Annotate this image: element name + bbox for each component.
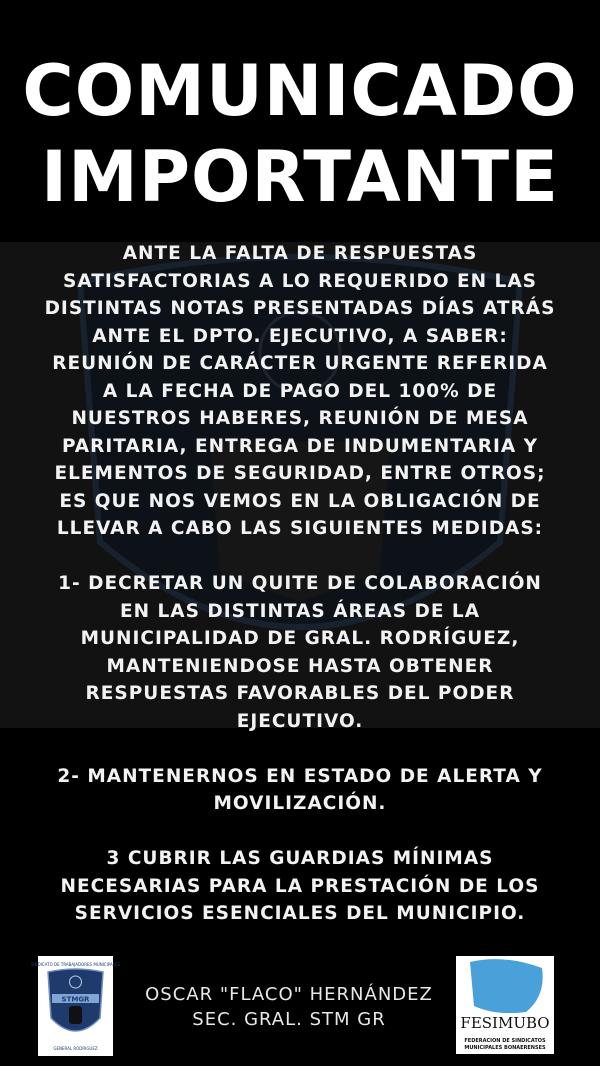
- measure-line: NECESARIAS PARA LA PRESTACIÓN DE LOS: [60, 875, 540, 897]
- signature-block: [120, 982, 458, 1032]
- measure-line: 1- DECRETAR UN QUITE DE COLABORACIÓN: [58, 573, 542, 594]
- intro-line: A LA FECHA DE PAGO DEL 100% DE: [102, 380, 498, 402]
- measure-line: MOVILIZACIÓN.: [213, 793, 387, 814]
- measure-line: 3 CUBRIR LAS GUARDIAS MÍNIMAS: [106, 848, 494, 869]
- intro-line: NUESTROS HABERES, REUNIÓN DE MESA: [71, 408, 529, 429]
- intro-line: DISTINTAS NOTAS PRESENTADAS DÍAS ATRÁS: [44, 298, 556, 319]
- intro-line: LLEVAR A CABO LAS SIGUIENTES MEDIDAS:: [56, 518, 544, 539]
- headline-line-2: IMPORTANTE: [41, 136, 559, 218]
- signature-role: SEC. GRAL. STM GR: [192, 1009, 386, 1030]
- intro-line: ANTE EL DPTO. EJECUTIVO, A SABER:: [92, 325, 508, 347]
- measure-2-paragraph: [30, 763, 570, 818]
- measure-1-paragraph: [30, 570, 570, 735]
- measure-3-paragraph: [30, 845, 570, 928]
- intro-line: ANTE LA FALTA DE RESPUESTAS: [122, 243, 478, 264]
- measure-line: EJECUTIVO.: [236, 710, 364, 732]
- stmgr-logo: [30, 956, 121, 1056]
- logo-left-emblem: STMGR: [61, 995, 90, 1004]
- measure-line: 2- MANTENERNOS EN ESTADO DE ALERTA Y: [57, 765, 543, 787]
- intro-line: SATISFACTORIAS A LO REQUERIDO EN LAS: [63, 270, 537, 292]
- intro-line: ES QUE NOS VEMOS EN LA OBLIGACIÓN DE: [59, 490, 541, 512]
- fesimubo-emblem-icon: [456, 956, 554, 1054]
- statement-body: [30, 240, 570, 928]
- stmgr-shield-icon: [30, 956, 121, 1056]
- headline-line-1: COMUNICADO: [22, 50, 578, 132]
- measure-line: MUNICIPALIDAD DE GRAL. RODRÍGUEZ,: [80, 628, 520, 649]
- signature-name: OSCAR "FLACO" HERNÁNDEZ: [145, 984, 433, 1005]
- measure-line: MANTENIENDOSE HASTA OBTENER: [106, 655, 494, 677]
- logo-left-bottom-text: GENERAL RODRIGUEZ: [53, 1046, 98, 1051]
- intro-paragraph: [30, 240, 570, 543]
- headline: [0, 48, 600, 220]
- fesimubo-logo: [456, 956, 554, 1054]
- intro-line: ELEMENTOS DE SEGURIDAD, ENTRE OTROS;: [54, 463, 546, 484]
- intro-line: PARITARIA, ENTREGA DE INDUMENTARIA Y: [61, 435, 539, 457]
- logo-left-top-text: SINDICATO DE TRABAJADORES MUNICIPALES: [30, 962, 121, 967]
- measure-line: EN LAS DISTINTAS ÁREAS DE LA: [119, 600, 481, 622]
- measure-line: RESPUESTAS FAVORABLES DEL PODER: [85, 683, 515, 704]
- logo-right-emblem: FESIMUBO: [460, 1014, 550, 1032]
- measure-line: SERVICIOS ESENCIALES DEL MUNICIPIO.: [74, 903, 526, 924]
- intro-line: REUNIÓN DE CARÁCTER URGENTE REFERIDA: [52, 353, 548, 374]
- logo-right-caption-2: MUNICIPALES BONAERENSES: [464, 1045, 546, 1051]
- logo-right-caption-1: FEDERACION DE SINDICATOS: [464, 1038, 546, 1044]
